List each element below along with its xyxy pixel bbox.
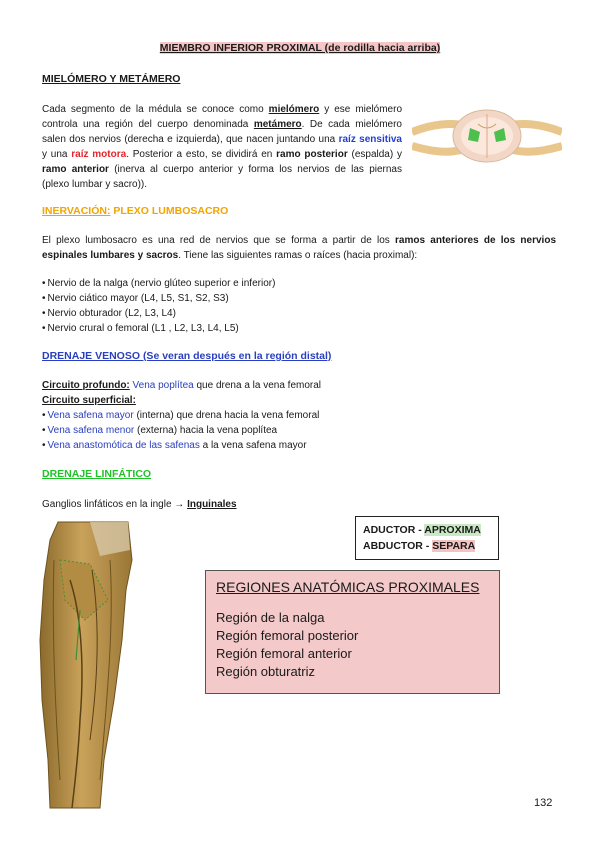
mielomero-paragraph: Cada segmento de la médula se conoce como mielómero y ese mielómero controla una región del cuerpo denominada metámero. De cada mielómero salen dos nervios (derecha e izquierda), que nacen juntando una raíz sensitiva y una raíz motora. Posterior a esto, se dividirá en ramo posterior (espalda) y ramo anterior (inerva al cuerpo anterior y forma los nervios de las piernas (plexo lumbar y sacro)).: [42, 104, 403, 190]
list-item: • Vena anastomótica de las safenas a la vena safena mayor: [42, 438, 542, 453]
list-item: • Nervio crural o femoral (L1 , L2, L3, L4, L5): [42, 321, 542, 336]
circuito-profundo: Circuito profundo: Vena poplítea que drena a la vena femoral: [42, 380, 322, 391]
regiones-title: REGIONES ANATÓMICAS PROXIMALES: [216, 579, 480, 595]
page-title: MIEMBRO INFERIOR PROXIMAL (de rodilla hacia arriba): [159, 42, 441, 54]
term-mielomero: mielómero: [268, 104, 320, 115]
drenaje-linfatico-heading: DRENAJE LINFÁTICO: [42, 468, 152, 480]
term-metamero: metámero: [253, 119, 302, 130]
nervios-list: [42, 276, 542, 336]
aductor-abductor-box: ADUCTOR - APROXIMA ABDUCTOR - SEPARA: [355, 516, 499, 560]
linfatico-text: Ganglios linfáticos en la ingle → Inguinales: [42, 499, 237, 510]
term-raiz-motora: raíz motora: [71, 149, 127, 160]
list-item: • Vena safena menor (externa) hacia la vena poplítea: [42, 423, 542, 438]
term-raiz-sensitiva: raíz sensitiva: [338, 134, 402, 145]
circuito-superficial-label: Circuito superficial:: [42, 395, 136, 406]
venas-list: [42, 408, 542, 453]
list-item: • Nervio ciático mayor (L4, L5, S1, S2, S3): [42, 291, 542, 306]
list-item: Región obturatriz: [216, 664, 315, 679]
drenaje-venoso-heading: DRENAJE VENOSO (Se veran después en la región distal): [42, 350, 332, 362]
inervacion-paragraph: El plexo lumbosacro es una red de nervios que se forma a partir de los ramos anteriores de los nervios espinales lumbares y sacros. Tiene las siguientes ramas o raíces (hacia proximal):: [42, 235, 557, 261]
list-item: • Nervio de la nalga (nervio glúteo superior e inferior): [42, 276, 542, 291]
list-item: • Nervio obturador (L2, L3, L4): [42, 306, 542, 321]
thigh-anatomy-image: [30, 520, 160, 810]
list-item: • Vena safena mayor (interna) que drena hacia la vena femoral: [42, 408, 542, 423]
mielomero-heading: MIELÓMERO Y METÁMERO: [42, 73, 181, 85]
inervacion-heading: INERVACIÓN: PLEXO LUMBOSACRO: [42, 205, 229, 217]
spinal-cord-cross-section-image: [412, 102, 562, 172]
list-item: Región femoral posterior: [216, 628, 359, 643]
page-number: 132: [534, 797, 553, 809]
regiones-box: [205, 570, 500, 694]
list-item: Región de la nalga: [216, 610, 325, 625]
list-item: Región femoral anterior: [216, 646, 352, 661]
